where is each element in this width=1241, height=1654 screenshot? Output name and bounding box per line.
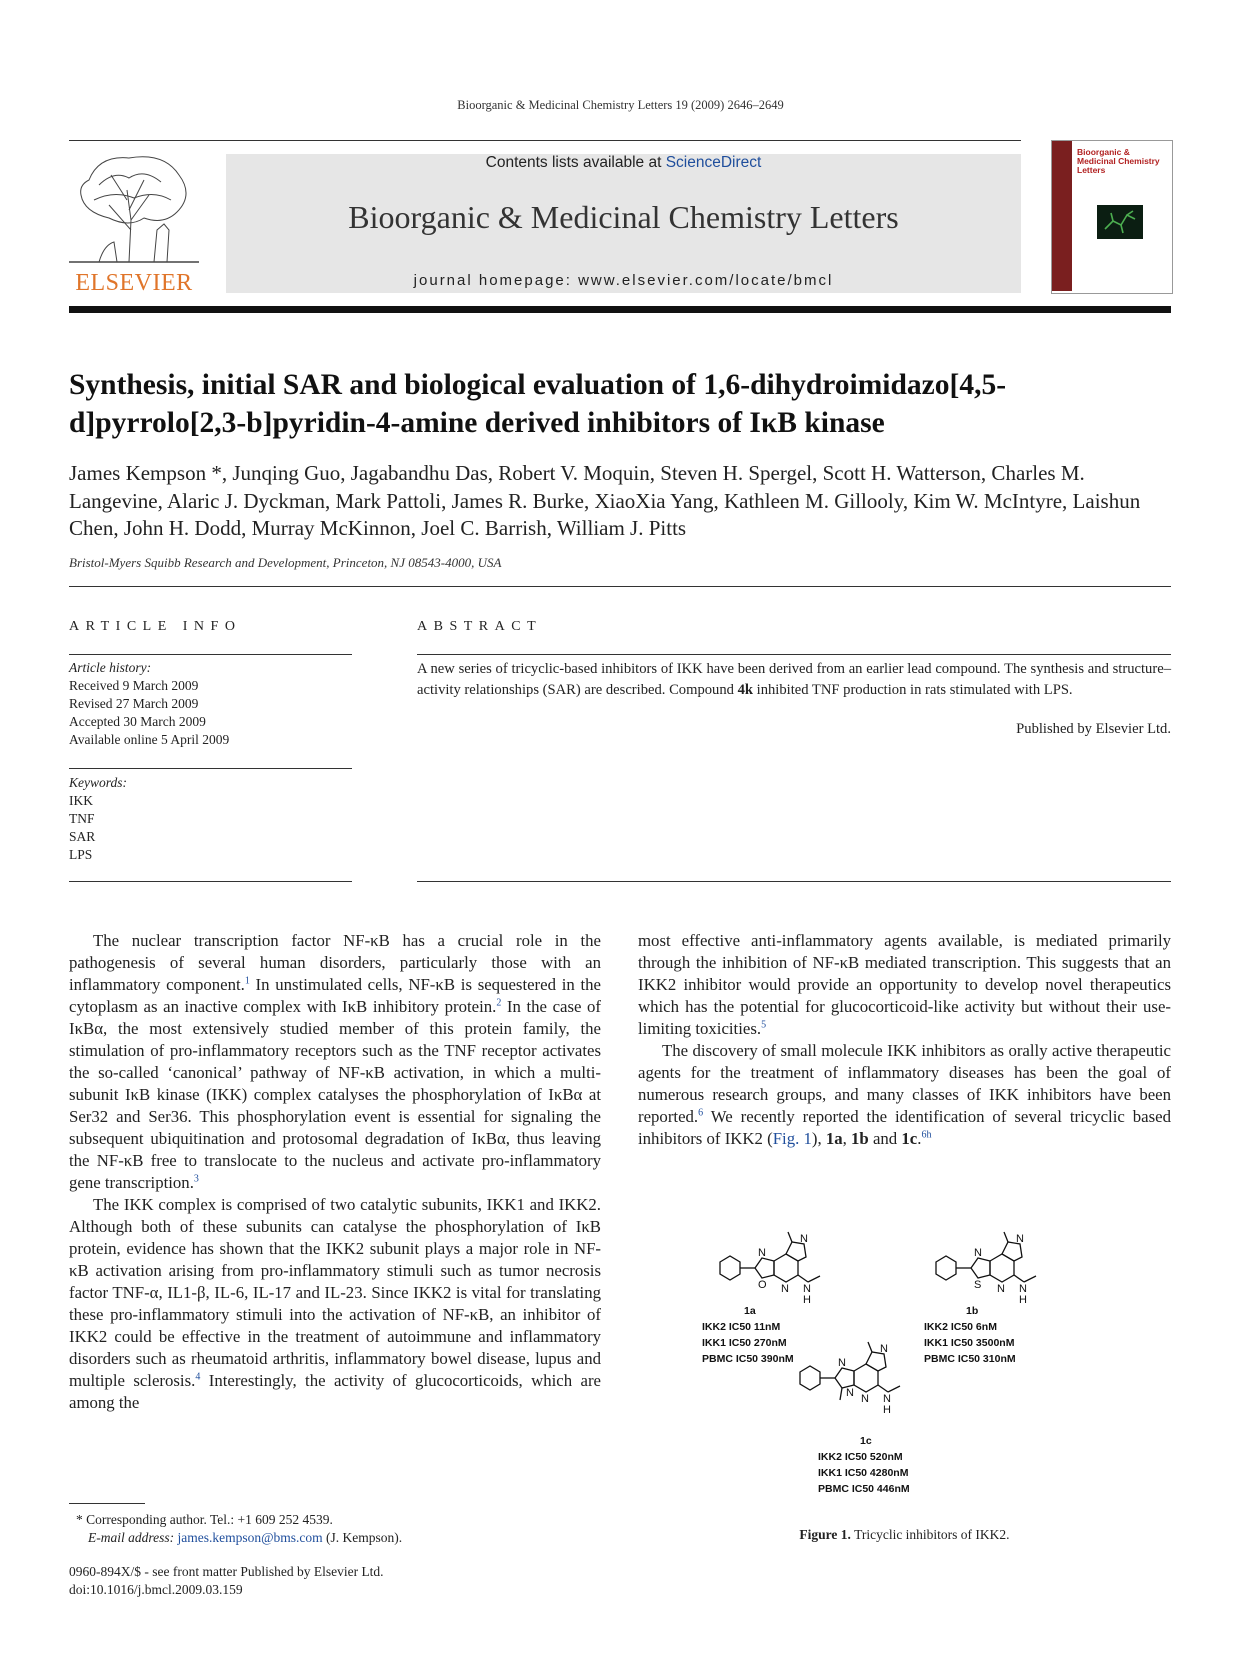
- compound-1b-pbmc: PBMC IC50 310nM: [924, 1353, 1016, 1365]
- abstract-heading: ABSTRACT: [417, 619, 543, 634]
- structures-svg: [700, 1230, 1120, 1510]
- abstract-part: A new series of tricyclic-based inhibitors of IKK have been derived from an earlier lead compound. The synthesis and structure–activity relationships (SAR) are described. Compound: [417, 661, 1171, 698]
- compound-label-1b: 1b: [966, 1305, 979, 1317]
- compound-label-1a: 1a: [744, 1305, 756, 1317]
- reference-link[interactable]: 3: [193, 1173, 199, 1185]
- corresponding-author: * Corresponding author. Tel.: +1 609 252 4539.: [76, 1512, 333, 1527]
- atom-label: N: [997, 1283, 1005, 1295]
- abstract-part: inhibited TNF production in rats stimulated with LPS.: [753, 681, 1073, 698]
- email-line: [76, 1529, 402, 1547]
- text-run: ,: [842, 1129, 852, 1148]
- reference-link[interactable]: 4: [195, 1371, 201, 1383]
- contents-line: [226, 154, 1021, 172]
- atom-label: S: [974, 1279, 982, 1291]
- text-run: ),: [811, 1129, 826, 1148]
- compound-1c-ikk1: IKK1 IC50 4280nM: [818, 1467, 909, 1479]
- text-run: most effective anti-inflammatory agents available, is mediated primarily through the inhibition of NF-κB mediated transcription. This suggests that an IKK2 inhibitor would provide an opportunity to develop novel therapeutics which has the potential for glucocorticoid-like activity but without their use-limiting toxicities.: [638, 931, 1171, 1038]
- body-paragraph: [69, 1194, 601, 1414]
- cover-spine: [1052, 141, 1072, 291]
- email-label: E-mail address:: [88, 1530, 178, 1545]
- atom-label: N: [1019, 1283, 1027, 1295]
- abstract-published-note: Published by Elsevier Ltd.: [1016, 721, 1171, 737]
- atom-label: N: [800, 1233, 808, 1245]
- affiliation-rule: [69, 586, 1171, 587]
- email-suffix: (J. Kempson).: [322, 1530, 403, 1545]
- compound-1a-ikk1: IKK1 IC50 270nM: [702, 1337, 787, 1349]
- figure-link[interactable]: Fig. 1: [772, 1129, 812, 1148]
- body-paragraph: [638, 930, 1171, 1040]
- atom-label: O: [758, 1279, 767, 1291]
- compound-ref: 1c: [901, 1129, 918, 1148]
- keyword: LPS: [69, 847, 93, 862]
- text-run: Interestingly, the activity of glucocorticoids, which are among the: [69, 1371, 601, 1412]
- compound-ref: 1b: [851, 1129, 869, 1148]
- compound-ref: 4k: [737, 681, 754, 698]
- keyword: TNF: [69, 811, 95, 826]
- keywords-rule: [69, 881, 352, 882]
- body-paragraph: [638, 1040, 1171, 1150]
- journal-name: Bioorganic & Medicinal Chemistry Letters: [348, 199, 899, 235]
- text-run: .: [917, 1129, 922, 1148]
- cover-molecule-image: [1097, 205, 1143, 239]
- atom-label: N: [861, 1393, 869, 1405]
- body-left-column: [69, 930, 601, 1414]
- text-run: The nuclear transcription factor NF-κB has a crucial role in the pathogenesis of several human disorders, particularly those with an inflammatory component.: [69, 931, 601, 994]
- atom-label: N: [758, 1247, 766, 1259]
- compound-1a-ikk2: IKK2 IC50 11nM: [702, 1321, 781, 1333]
- email-link[interactable]: james.kempson@bms.com: [177, 1530, 323, 1545]
- contents-prefix: Contents lists available at: [485, 154, 666, 171]
- keywords: [69, 774, 127, 864]
- article-history: [69, 659, 229, 749]
- reference-link[interactable]: 2: [496, 997, 502, 1009]
- compound-1a-pbmc: PBMC IC50 390nM: [702, 1353, 794, 1365]
- issn-line: 0960-894X/$ - see front matter Published by Elsevier Ltd.: [69, 1564, 384, 1579]
- history-accepted: Accepted 30 March 2009: [69, 714, 206, 729]
- abstract-rule: [417, 654, 1171, 655]
- caption-label: Figure 1.: [799, 1527, 851, 1542]
- journal-citation: Bioorganic & Medicinal Chemistry Letters 19 (2009) 2646–2649: [457, 98, 784, 112]
- atom-label: N: [880, 1343, 888, 1355]
- caption-text: Tricyclic inhibitors of IKK2.: [854, 1527, 1010, 1542]
- text-run: In unstimulated cells, NF-κB is sequestered in the cytoplasm as an inactive complex with IκB inhibitory protein.: [69, 975, 601, 1016]
- article-info-rule: [69, 654, 352, 655]
- reference-link[interactable]: 6h: [921, 1129, 932, 1141]
- affiliation: Bristol-Myers Squibb Research and Development, Princeton, NJ 08543-4000, USA: [69, 555, 502, 570]
- atom-label: N: [781, 1283, 789, 1295]
- page-footer: [69, 1563, 384, 1599]
- keyword: IKK: [69, 793, 93, 808]
- header-thick-rule: [69, 306, 1171, 313]
- reference-link[interactable]: 5: [761, 1019, 767, 1031]
- text-run: In the case of IκBα, the most extensively studied member of this protein family, the stimulation of pro-inflammatory receptors such as the TNF receptor activates the so-called ‘canonical’ pathway of NF-κB activation, in which a multi-subunit IκB kinase (IKK) complex catalyses the phosphorylation of IκBα at Ser32 and Ser36. This phosphorylation event is essential for signaling the subsequent ubiquitination and protosomal degradation of IκBα, thus leaving the NF-κB free to translocate to the nucleus and activate pro-inflammatory gene transcription.: [69, 997, 602, 1192]
- atom-label: N: [883, 1393, 891, 1405]
- atom-label: N: [803, 1283, 811, 1295]
- body-right-column: [638, 930, 1171, 1150]
- article-info-heading: ARTICLE INFO: [69, 619, 242, 634]
- text-run: and: [868, 1129, 902, 1148]
- reference-link[interactable]: 1: [244, 975, 250, 987]
- atom-label: H: [883, 1404, 891, 1416]
- compound-1c-ikk2: IKK2 IC50 520nM: [818, 1451, 903, 1463]
- keywords-label: Keywords:: [69, 775, 127, 790]
- history-label: Article history:: [69, 660, 152, 675]
- text-run: The discovery of small molecule IKK inhibitors as orally active therapeutic agents for the treatment of inflammatory diseases has been the goal of numerous research groups, and many classes of IKK inhibitors have been reported.: [638, 1041, 1171, 1126]
- compound-1c-pbmc: PBMC IC50 446nM: [818, 1483, 910, 1495]
- history-rule: [69, 768, 352, 769]
- atom-label: N: [846, 1387, 854, 1399]
- figure-caption: [638, 1527, 1171, 1543]
- reference-link[interactable]: 6: [698, 1107, 704, 1119]
- history-online: Available online 5 April 2009: [69, 732, 230, 747]
- atom-label: N: [1016, 1233, 1024, 1245]
- atom-label: N: [974, 1247, 982, 1259]
- figure-1: [700, 1230, 1120, 1510]
- history-received: Received 9 March 2009: [69, 678, 199, 693]
- compound-ref: 1a: [825, 1129, 843, 1148]
- keyword: SAR: [69, 829, 96, 844]
- abstract-text: [417, 659, 1171, 700]
- header-rule: [69, 140, 1021, 141]
- article-title: Synthesis, initial SAR and biological evaluation of 1,6-dihydroimidazo[4,5-d]pyrrolo[2,3-b]pyridin-4-amine derived inhibitors of IκB kinase: [69, 369, 1007, 439]
- compound-label-1c: 1c: [860, 1435, 872, 1447]
- atom-label: H: [1019, 1294, 1027, 1306]
- corresponding-author-footnote: [76, 1511, 402, 1547]
- atom-label: N: [838, 1357, 846, 1369]
- journal-homepage[interactable]: journal homepage: www.elsevier.com/locate/bmcl: [413, 272, 834, 289]
- doi-line: doi:10.1016/j.bmcl.2009.03.159: [69, 1582, 243, 1597]
- body-paragraph: [69, 930, 601, 1194]
- sciencedirect-link[interactable]: ScienceDirect: [665, 154, 762, 171]
- author-list: James Kempson *, Junqing Guo, Jagabandhu Das, Robert V. Moquin, Steven H. Spergel, Scott H. Watterson, Charles M. Langevine, Alaric J. Dyckman, Mark Pattoli, James R. Burke, XiaoXia Yang, Kathleen M. Gillooly, Kim W. McIntyre, Laishun Chen, John H. Dodd, Murray McKinnon, Joel C. Barrish, William J. Pitts: [69, 461, 1141, 540]
- atom-label: H: [803, 1294, 811, 1306]
- history-revised: Revised 27 March 2009: [69, 696, 199, 711]
- elsevier-wordmark: ELSEVIER: [75, 270, 193, 296]
- footnote-rule: [69, 1503, 145, 1504]
- cover-title: Bioorganic & Medicinal Chemistry Letters: [1077, 147, 1160, 175]
- abstract-bottom-rule: [417, 881, 1171, 882]
- text-run: The IKK complex is comprised of two catalytic subunits, IKK1 and IKK2. Although both of these subunits can catalyse the phosphorylation of IκB protein, evidence has shown that the IKK2 subunit plays a major role in NF-κB activation arising from pro-inflammatory stimuli such as tumor necrosis factor TNF-α, IL1-β, IL-6, IL-17 and IL-23. Since IKK2 is vital for translating these pro-inflammatory stimuli into the activation of NF-κB, an inhibitor of IKK2 could be effective in the treatment of autoimmune and inflammatory disorders such as rheumatoid arthritis, inflammatory bowel disease, lupus and multiple sclerosis.: [69, 1195, 601, 1390]
- compound-1b-ikk1: IKK1 IC50 3500nM: [924, 1337, 1015, 1349]
- compound-1b-ikk2: IKK2 IC50 6nM: [924, 1321, 997, 1333]
- text-run: We recently reported the identification of several tricyclic based inhibitors of IKK2 (: [638, 1107, 1171, 1148]
